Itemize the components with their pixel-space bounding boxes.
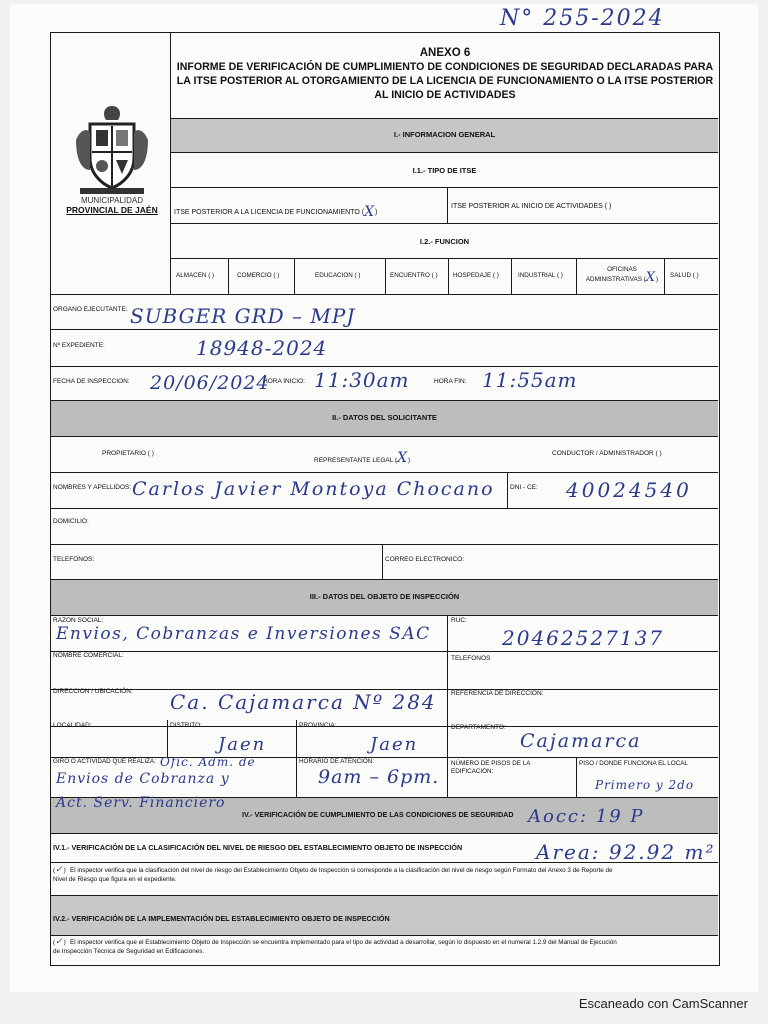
rule xyxy=(50,862,718,863)
departamento-value[interactable]: Cajamarca xyxy=(520,730,642,752)
representante-mark: X xyxy=(397,450,409,466)
rule xyxy=(50,833,718,834)
rule xyxy=(50,366,718,367)
comercial-label: NOMBRE COMERCIAL: xyxy=(53,652,124,659)
nombres-value[interactable]: Carlos Javier Montoya Chocano xyxy=(132,478,495,500)
iv1-checkbox[interactable]: (✓) xyxy=(53,865,66,875)
rule xyxy=(664,258,665,294)
giro-value-3[interactable]: Act. Serv. Financiero xyxy=(56,795,226,811)
expediente-label: Nº EXPEDIENTE: xyxy=(53,342,105,349)
fecha-label: FECHA DE INSPECCION: xyxy=(53,378,130,385)
representante-label: REPRESENTANTE LEGAL ( xyxy=(314,457,398,464)
piso-funciona-label: PISO / DONDE FUNCIONA EL LOCAL xyxy=(579,760,688,767)
correo-label: CORREO ELECTRONICO: xyxy=(385,556,465,563)
section-iv2-heading: IV.2.- VERIFICACIÓN DE LA IMPLEMENTACIÓN DEL ESTABLECIMIENTO OBJETO DE INSPECCIÓN xyxy=(53,914,390,923)
section-objeto-heading: III.- DATOS DEL OBJETO DE INSPECCIÓN xyxy=(309,592,460,601)
telefonos-label: TELEFONOS: xyxy=(53,556,95,563)
rule xyxy=(511,258,512,294)
giro-label: GIRO O ACTIVIDAD QUE REALIZA: xyxy=(53,758,156,765)
rule xyxy=(447,757,448,797)
distrito-value[interactable]: Jaen xyxy=(218,734,267,755)
iv1-text-2: Nivel de Riesgo que figura en el expediente. xyxy=(53,876,177,883)
rule xyxy=(170,187,718,188)
hora-fin-label: HORA FIN: xyxy=(434,378,467,385)
expediente-value[interactable]: 18948-2024 xyxy=(196,336,328,360)
funcion-oficinas-label: OFICINAS ADMINISTRATIVAS ( xyxy=(585,266,646,283)
rule xyxy=(576,258,577,294)
section-general-heading: I.- INFORMACION GENERAL xyxy=(393,130,496,139)
section-solicitante-heading: II.- DATOS DEL SOLICITANTE xyxy=(332,413,437,422)
funcion-industrial[interactable]: INDUSTRIAL ( ) xyxy=(518,272,563,279)
scanner-footer: Escaneado con CamScanner xyxy=(578,996,748,1011)
localidad-label: LOCALIDAD: xyxy=(53,722,92,729)
rule xyxy=(382,544,383,579)
rule xyxy=(294,258,295,294)
fecha-value[interactable]: 20/06/2024 xyxy=(150,372,270,394)
rule xyxy=(50,651,718,652)
rule xyxy=(170,118,718,119)
objeto-telefonos-label: TELEFONOS xyxy=(451,655,491,662)
coat-of-arms-icon xyxy=(56,100,168,196)
section-funcion-heading: I.2.- FUNCION xyxy=(419,237,470,246)
document-number: N° 255-2024 xyxy=(500,6,665,31)
funcion-comercio[interactable]: COMERCIO ( ) xyxy=(237,272,280,279)
horario-value[interactable]: 9am – 6pm. xyxy=(318,766,440,788)
ruc-label: RUC: xyxy=(451,617,467,624)
piso-funciona-value[interactable]: Primero y 2do xyxy=(595,778,695,792)
iv2-text-1: El inspector verifica que el Establecimiento Objeto de Inspección se encuentra implementado para el tipo de actividad a desarrollar, según lo dispuesto en el numeral 1.2.9 del Manual de Ejecución xyxy=(70,939,617,946)
title-line-2: LA ITSE POSTERIOR AL OTORGAMIENTO DE LA LICENCIA DE FUNCIONAMIENTO O LA ITSE POSTERIOR xyxy=(176,75,714,87)
razon-value[interactable]: Envios, Cobranzas e Inversiones SAC xyxy=(56,624,431,644)
area-total[interactable]: Area: 92.92 m² xyxy=(536,840,716,864)
provincia-label: PROVINCIA: xyxy=(299,722,337,729)
iv1-text-1: El inspector verifica que la clasificación del nivel de riesgo del Establecimiento Objeto de Inspección si corresponde a la clasificación del nivel de riesgo según Formato del Anexo 3 de Reporte de xyxy=(70,867,613,874)
funcion-oficinas[interactable] xyxy=(582,266,662,284)
logo-block xyxy=(56,100,168,220)
rule xyxy=(170,32,171,294)
horario-label: HORARIO DE ATENCIÓN: xyxy=(299,758,375,765)
representante-option[interactable] xyxy=(314,450,410,466)
representante-close: ) xyxy=(408,457,411,464)
area-nota[interactable]: Aocc: 19 P xyxy=(528,806,645,827)
rule xyxy=(170,223,718,224)
ruc-value[interactable]: 20462527137 xyxy=(502,626,664,650)
logo-line1: MUNICIPALIDAD xyxy=(80,196,144,205)
funcion-oficinas-close: ) xyxy=(656,276,659,283)
provincia-value[interactable]: Jaen xyxy=(370,734,419,755)
iv2-text-2: de Inspección Técnica de Seguridad en Edificaciones. xyxy=(53,948,205,955)
tipo-option-licencia-mark: X xyxy=(364,204,376,220)
pisos-label: NÚMERO DE PISOS DE LA EDIFICACION: xyxy=(451,760,531,775)
title-line-1: INFORME DE VERIFICACIÓN DE CUMPLIMIENTO DE CONDICIONES DE SEGURIDAD DECLARADAS PARA xyxy=(176,61,714,73)
section-iv1-heading: IV.1.- VERIFICACIÓN DE LA CLASIFICACIÓN DEL NIVEL DE RIESGO DEL ESTABLECIMIENTO OBJETO DE INSPECCIÓN xyxy=(53,843,463,852)
funcion-oficinas-mark: X xyxy=(645,270,657,285)
tipo-option-licencia-close: ) xyxy=(375,209,378,216)
propietario-option[interactable]: PROPIETARIO ( ) xyxy=(102,450,154,457)
annex-label: ANEXO 6 xyxy=(419,47,471,59)
rule xyxy=(50,895,718,896)
funcion-salud[interactable]: SALUD ( ) xyxy=(670,272,699,279)
domicilio-label: DOMICILIO: xyxy=(53,518,89,525)
rule xyxy=(50,436,718,437)
referencia-label: REFERENCIA DE DIRECCION: xyxy=(451,690,544,697)
funcion-encuentro[interactable]: ENCUENTRO ( ) xyxy=(390,272,438,279)
rule xyxy=(447,187,448,223)
rule xyxy=(296,757,297,797)
rule xyxy=(296,720,297,757)
direccion-label: DIRECCION / UBICACIÓN: xyxy=(53,688,133,695)
logo-line2: PROVINCIAL DE JAÉN xyxy=(66,205,158,215)
departamento-label: DEPARTAMENTO: xyxy=(451,724,506,731)
direccion-value[interactable]: Ca. Cajamarca Nº 284 xyxy=(170,690,437,714)
dni-value[interactable]: 40024540 xyxy=(566,478,692,502)
rule xyxy=(50,615,718,616)
tipo-option-licencia[interactable] xyxy=(174,202,377,218)
rule xyxy=(448,258,449,294)
conductor-option[interactable]: CONDUCTOR / ADMINISTRADOR ( ) xyxy=(552,450,662,457)
hora-inicio-value[interactable]: 11:30am xyxy=(314,368,410,392)
rule xyxy=(385,258,386,294)
giro-value-1[interactable]: Ofic. Adm. de xyxy=(160,755,256,769)
rule xyxy=(50,935,718,936)
tipo-option-licencia-label: ITSE POSTERIOR A LA LICENCIA DE FUNCIONAMIENTO ( xyxy=(174,209,365,216)
rule xyxy=(50,544,718,545)
funcion-almacen[interactable]: ALMACEN ( ) xyxy=(176,272,215,279)
rule xyxy=(576,757,577,797)
section-verificacion-heading: IV.- VERIFICACIÓN DE CUMPLIMIENTO DE LAS CONDICIONES DE SEGURIDAD xyxy=(242,810,514,819)
rule xyxy=(167,720,168,757)
rule xyxy=(228,258,229,294)
rule xyxy=(50,294,718,295)
form-title xyxy=(172,46,718,102)
rule xyxy=(447,615,448,689)
tipo-option-inicio[interactable]: ITSE POSTERIOR AL INICIO DE ACTIVIDADES ( ) xyxy=(451,203,612,210)
dni-label: DNI - CE: xyxy=(510,484,538,491)
razon-label: RAZON SOCIAL: xyxy=(53,617,104,624)
nombres-label: NOMBRES Y APELLIDOS: xyxy=(53,484,132,491)
organo-label: ORGANO EJECUTANTE: xyxy=(53,306,128,313)
title-line-3: AL INICIO DE ACTIVIDADES xyxy=(374,89,516,101)
distrito-label: DISTRITO: xyxy=(170,722,203,729)
rule xyxy=(50,508,718,509)
organo-value[interactable]: SUBGER GRD – MPJ xyxy=(130,304,356,328)
giro-value-2[interactable]: Envios de Cobranza y xyxy=(56,771,230,787)
iv2-checkbox[interactable]: (✓) xyxy=(53,937,66,947)
rule xyxy=(50,329,718,330)
rule xyxy=(170,152,718,153)
rule xyxy=(170,258,718,259)
rule xyxy=(50,726,718,727)
section-tipo-heading: I.1.- TIPO DE ITSE xyxy=(412,166,477,175)
hora-inicio-label: HORA INICIO: xyxy=(263,378,305,385)
rule xyxy=(447,720,448,757)
hora-fin-value[interactable]: 11:55am xyxy=(482,368,578,392)
funcion-hospedaje[interactable]: HOSPEDAJE ( ) xyxy=(453,272,499,279)
rule xyxy=(50,472,718,473)
funcion-educacion[interactable]: EDUCACION ( ) xyxy=(315,272,361,279)
rule xyxy=(507,472,508,508)
